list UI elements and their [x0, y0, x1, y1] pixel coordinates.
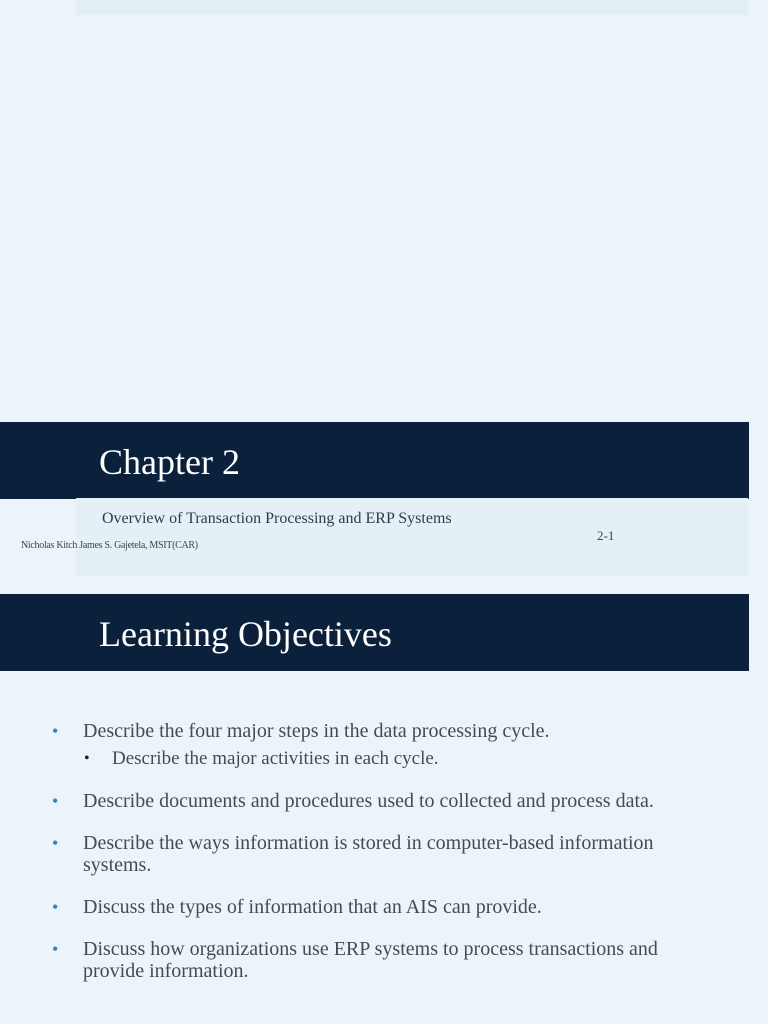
objective-item [0, 896, 768, 918]
chapter-subtitle: Overview of Transaction Processing and ERP Systems [102, 510, 452, 527]
objective-item [0, 720, 768, 770]
objective-item [0, 790, 768, 812]
bullet-icon: • [52, 833, 59, 853]
objectives-title: Learning Objectives [99, 614, 392, 654]
objective-text: Describe the four major steps in the data processing cycle. [83, 720, 550, 742]
author-credit: Nicholas Kitch James S. Gajetela, MSIT(CAR) [21, 540, 198, 551]
sub-objectives-list [83, 748, 698, 770]
chapter-title: Chapter 2 [99, 442, 240, 482]
bullet-icon: • [52, 939, 59, 959]
bullet-icon: • [84, 750, 90, 767]
objective-text: Discuss the types of information that an AIS can provide. [83, 896, 542, 918]
objectives-list [0, 720, 768, 982]
previous-slide-strip [76, 0, 748, 15]
chapter-title-band [0, 422, 749, 499]
objective-text: Describe the ways information is stored in computer-based information systems. [83, 832, 654, 876]
objectives-title-band [0, 594, 749, 671]
objective-text: Discuss how organizations use ERP systems to process transactions and provide information. [83, 938, 658, 982]
bullet-icon: • [52, 897, 59, 917]
objective-text: Describe documents and procedures used to collected and process data. [83, 790, 654, 812]
objective-item [0, 832, 768, 876]
bullet-icon: • [52, 721, 59, 741]
slide-number: 2-1 [597, 528, 615, 543]
sub-objective-text: Describe the major activities in each cycle. [112, 748, 439, 769]
bullet-icon: • [52, 791, 59, 811]
sub-objective-item [83, 748, 698, 770]
objective-item [0, 938, 768, 982]
